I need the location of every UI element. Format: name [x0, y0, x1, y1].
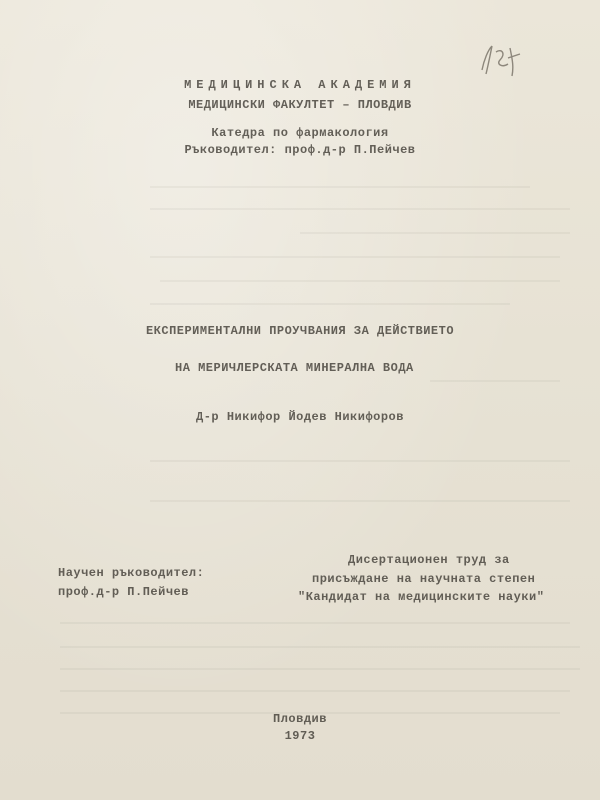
thesis-title-line-1: ЕКСПЕРИМЕНТАЛНИ ПРОУЧВАНИЯ ЗА ДЕЙСТВИЕТО	[145, 324, 455, 338]
faculty-name: МЕДИЦИНСКИ ФАКУЛТЕТ – ПЛОВДИВ	[188, 98, 412, 112]
supervisor-label: Научен ръководител:	[58, 566, 205, 580]
author-name: Д-р Никифор Йодев Никифоров	[196, 410, 404, 424]
thesis-title-line-2: НА МЕРИЧЛЕРСКАТА МИНЕРАЛНА ВОДА	[175, 361, 414, 375]
academy-name: МЕДИЦИНСКА АКАДЕМИЯ	[184, 78, 416, 92]
year: 1973	[284, 729, 316, 743]
thesis-statement-line-1: Дисертационен труд за	[348, 553, 510, 567]
thesis-statement-line-3: "Кандидат на медицинските науки"	[298, 590, 545, 604]
thesis-statement-line-2: присъждане на научната степен	[312, 572, 536, 586]
department-name: Катедра по фармакология	[211, 126, 389, 140]
department-head: Ръководител: проф.д-р П.Пейчев	[184, 143, 416, 157]
handwritten-mark-icon	[478, 40, 524, 82]
place: Пловдив	[273, 712, 327, 726]
supervisor-name: проф.д-р П.Пейчев	[58, 585, 189, 599]
